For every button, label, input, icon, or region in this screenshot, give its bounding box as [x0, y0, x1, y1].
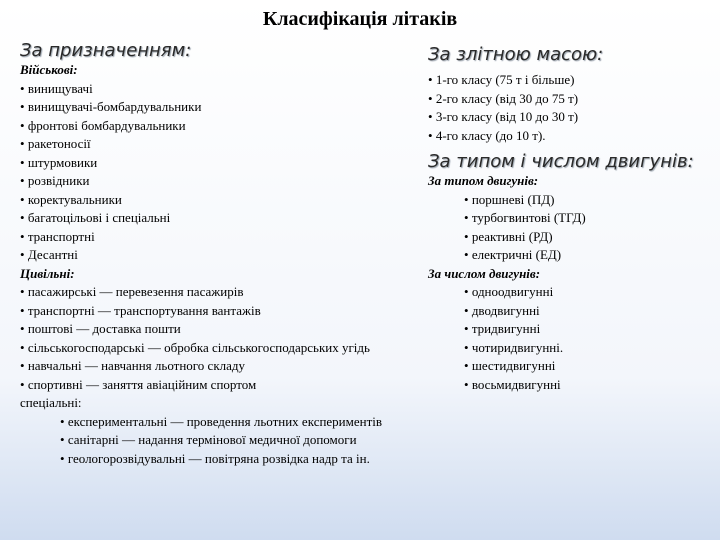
- bullet-icon: •: [20, 302, 28, 318]
- page-title: Класифікація літаків: [262, 8, 458, 30]
- list-item-text: багатоцільові і спеціальні: [27, 210, 171, 225]
- bullet-icon: •: [20, 136, 28, 151]
- bullet-icon: •: [464, 302, 472, 318]
- bullet-icon: •: [428, 90, 436, 106]
- list-item: [20, 320, 420, 339]
- list-item-text: розвідники: [27, 173, 90, 188]
- list-item: [20, 80, 420, 99]
- list-item: [20, 228, 420, 247]
- list-item-text: Десантні: [27, 247, 78, 262]
- list-item: [428, 90, 708, 109]
- list-item: [60, 450, 420, 469]
- bullet-icon: •: [464, 228, 472, 244]
- list-item-text: дводвигунні: [471, 302, 540, 318]
- bullet-icon: •: [464, 321, 472, 336]
- military-label: Військові:: [20, 62, 78, 77]
- special-label: спеціальні:: [20, 395, 82, 410]
- list-item: [464, 228, 708, 247]
- bullet-icon: •: [20, 80, 28, 96]
- list-item-text: ракетоносії: [27, 136, 91, 151]
- list-item-text: коректувальники: [27, 191, 122, 207]
- list-item-text: шестидвигунні: [471, 358, 556, 373]
- bullet-icon: •: [20, 358, 28, 373]
- bullet-icon: •: [464, 358, 472, 373]
- purpose-heading: За призначенням:: [20, 40, 192, 61]
- engine-count-label: За числом двигунів:: [428, 265, 541, 281]
- list-item: [464, 209, 708, 228]
- list-item-text: чотиридвигунні.: [471, 339, 564, 355]
- list-item-text: пасажирські — перевезення пасажирів: [27, 284, 244, 299]
- list-item: [20, 154, 420, 173]
- list-item: [20, 117, 420, 136]
- list-item: [20, 172, 420, 191]
- list-item-text: 2-го класу (від 30 до 75 т): [435, 90, 579, 106]
- bullet-icon: •: [20, 228, 28, 244]
- list-item-text: транспортні: [27, 228, 95, 244]
- list-item: [428, 71, 708, 90]
- bullet-icon: •: [20, 247, 28, 262]
- list-item-text: навчальні — навчання льотного складу: [27, 358, 246, 373]
- list-item: [60, 431, 420, 450]
- list-item-text: спортивні — заняття авіаційним спортом: [27, 376, 257, 392]
- engine-type-label: За типом двигунів:: [428, 173, 539, 188]
- list-item: [464, 357, 708, 376]
- bullet-icon: •: [60, 432, 68, 447]
- bullet-icon: •: [20, 99, 28, 114]
- bullet-icon: •: [464, 284, 472, 299]
- bullet-icon: •: [20, 339, 28, 355]
- mass-list: [428, 71, 708, 145]
- list-item: [464, 246, 708, 265]
- list-item-text: фронтові бомбардувальники: [27, 117, 186, 133]
- list-item-text: восьмидвигунні: [471, 376, 561, 392]
- list-item: [464, 283, 708, 302]
- bullet-icon: •: [428, 127, 436, 143]
- list-item-text: експериментальні — проведення льотних експериментів: [67, 413, 383, 429]
- bullet-icon: •: [20, 376, 28, 392]
- bullet-icon: •: [20, 117, 28, 133]
- bullet-icon: •: [428, 109, 436, 124]
- list-item: [20, 339, 420, 358]
- bullet-icon: •: [464, 210, 472, 225]
- bullet-icon: •: [60, 413, 68, 429]
- bullet-icon: •: [428, 72, 436, 87]
- bullet-icon: •: [464, 247, 472, 262]
- bullet-icon: •: [20, 210, 28, 225]
- bullet-icon: •: [20, 173, 28, 188]
- list-item-text: 4-го класу (до 10 т).: [435, 127, 546, 143]
- list-item-text: штурмовики: [27, 154, 98, 170]
- bullet-icon: •: [20, 191, 28, 207]
- list-item-text: поршневі (ПД): [471, 191, 555, 207]
- list-item-text: поштові — доставка пошти: [27, 321, 181, 336]
- bullet-icon: •: [20, 154, 28, 170]
- list-item: [20, 283, 420, 302]
- list-item-text: електричні (ЕД): [471, 247, 562, 262]
- list-item: [20, 357, 420, 376]
- civil-list: [20, 283, 420, 394]
- list-item: [20, 246, 420, 265]
- military-list: [20, 80, 420, 265]
- list-item: [464, 339, 708, 358]
- list-item-text: транспортні — транспортування вантажів: [27, 302, 261, 318]
- list-item-text: геологорозвідувальні — повітряна розвідка надр та ін.: [67, 450, 370, 466]
- list-item: [464, 376, 708, 395]
- engines-heading: За типом і числом двигунів:: [428, 151, 694, 172]
- list-item: [20, 302, 420, 321]
- bullet-icon: •: [20, 321, 28, 336]
- list-item-text: винищувачі: [27, 80, 93, 96]
- bullet-icon: •: [20, 284, 28, 299]
- list-item-text: 3-го класу (від 10 до 30 т): [435, 109, 579, 124]
- list-item-text: сільськогосподарські — обробка сільськогосподарських угідь: [27, 339, 370, 355]
- list-item: [60, 413, 420, 432]
- list-item: [428, 127, 708, 146]
- engine-count-list: [428, 283, 708, 394]
- bullet-icon: •: [464, 191, 472, 207]
- list-item-text: турбогвинтові (ТГД): [471, 210, 586, 225]
- list-item: [464, 191, 708, 210]
- purpose-column: [20, 40, 420, 468]
- list-item-text: реактивні (РД): [471, 228, 553, 244]
- list-item: [20, 135, 420, 154]
- mass-heading: За злітною масою:: [428, 44, 604, 65]
- list-item: [464, 302, 708, 321]
- list-item: [20, 209, 420, 228]
- bullet-icon: •: [464, 339, 472, 355]
- list-item: [20, 376, 420, 395]
- bullet-icon: •: [60, 450, 68, 466]
- list-item-text: одноодвигунні: [471, 284, 554, 299]
- list-item: [20, 191, 420, 210]
- list-item-text: тридвигунні: [471, 321, 541, 336]
- list-item: [464, 320, 708, 339]
- list-item: [20, 98, 420, 117]
- special-list: [20, 413, 420, 469]
- list-item-text: санітарні — надання термінової медичної допомоги: [67, 432, 357, 447]
- bullet-icon: •: [464, 376, 472, 392]
- civil-label: Цивільні:: [20, 265, 75, 281]
- list-item-text: 1-го класу (75 т і більше): [435, 72, 575, 87]
- list-item-text: винищувачі-бомбардувальники: [27, 99, 202, 114]
- list-item: [428, 108, 708, 127]
- engine-type-list: [428, 191, 708, 265]
- classification-column: [428, 44, 708, 394]
